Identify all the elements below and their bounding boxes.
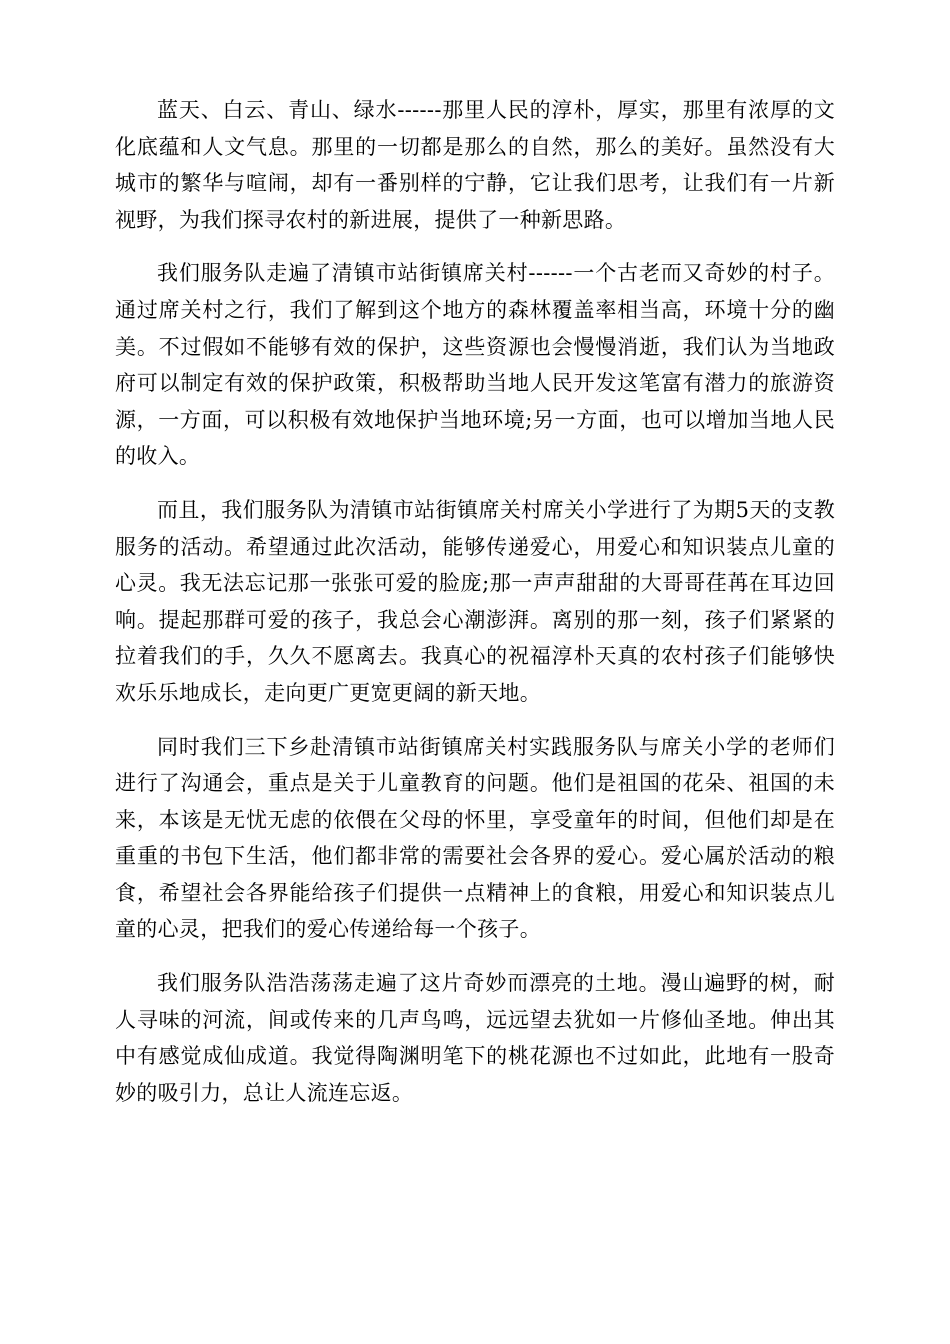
paragraph-4: 同时我们三下乡赴清镇市站街镇席关村实践服务队与席关小学的老师们进行了沟通会，重点是关于儿童教育的问题。他们是祖国的花朵、祖国的未来，本该是无忧无虑的依偎在父母的怀里，享受童年的时间，但他们却是在重重的书包下生活，他们都非常的需要社会各界的爱心。爱心属於活动的粮食，希望社会各界能给孩子们提供一点精神上的食粮，用爱心和知识装点儿童的心灵，把我们的爱心传递给每一个孩子。 bbox=[115, 734, 835, 942]
document-body bbox=[115, 92, 835, 1128]
paragraph-1: 蓝天、白云、青山、绿水------那里人民的淳朴，厚实，那里有浓厚的文化底蕴和人文气息。那里的一切都是那么的自然，那么的美好。虽然没有大城市的繁华与喧闹，却有一番别样的宁静，它让我们思考，让我们有一片新视野，为我们探寻农村的新进展，提供了一种新思路。 bbox=[115, 98, 835, 232]
paragraph-3: 而且，我们服务队为清镇市站街镇席关村席关小学进行了为期5天的支教服务的活动。希望通过此次活动，能够传递爱心，用爱心和知识装点儿童的心灵。我无法忘记那一张张可爱的脸庞;那一声声甜甜的大哥哥荏苒在耳边回响。提起那群可爱的孩子，我总会心潮澎湃。离别的那一刻，孩子们紧紧的拉着我们的手，久久不愿离去。我真心的祝福淳朴天真的农村孩子们能够快欢乐乐地成长，走向更广更宽更阔的新天地。 bbox=[115, 497, 835, 705]
paragraph-5: 我们服务队浩浩荡荡走遍了这片奇妙而漂亮的土地。漫山遍野的树，耐人寻味的河流，间或传来的几声鸟鸣，远远望去犹如一片修仙圣地。伸出其中有感觉成仙成道。我觉得陶渊明笔下的桃花源也不过如此，此地有一股奇妙的吸引力，总让人流连忘返。 bbox=[115, 971, 835, 1105]
paragraph-2: 我们服务队走遍了清镇市站街镇席关村------一个古老而又奇妙的村子。通过席关村之行，我们了解到这个地方的森林覆盖率相当高，环境十分的幽美。不过假如不能够有效的保护，这些资源也会慢慢消逝，我们认为当地政府可以制定有效的保护政策，积极帮助当地人民开发这笔富有潜力的旅游资源，一方面，可以积极有效地保护当地环境;另一方面，也可以增加当地人民的收入。 bbox=[115, 261, 835, 469]
